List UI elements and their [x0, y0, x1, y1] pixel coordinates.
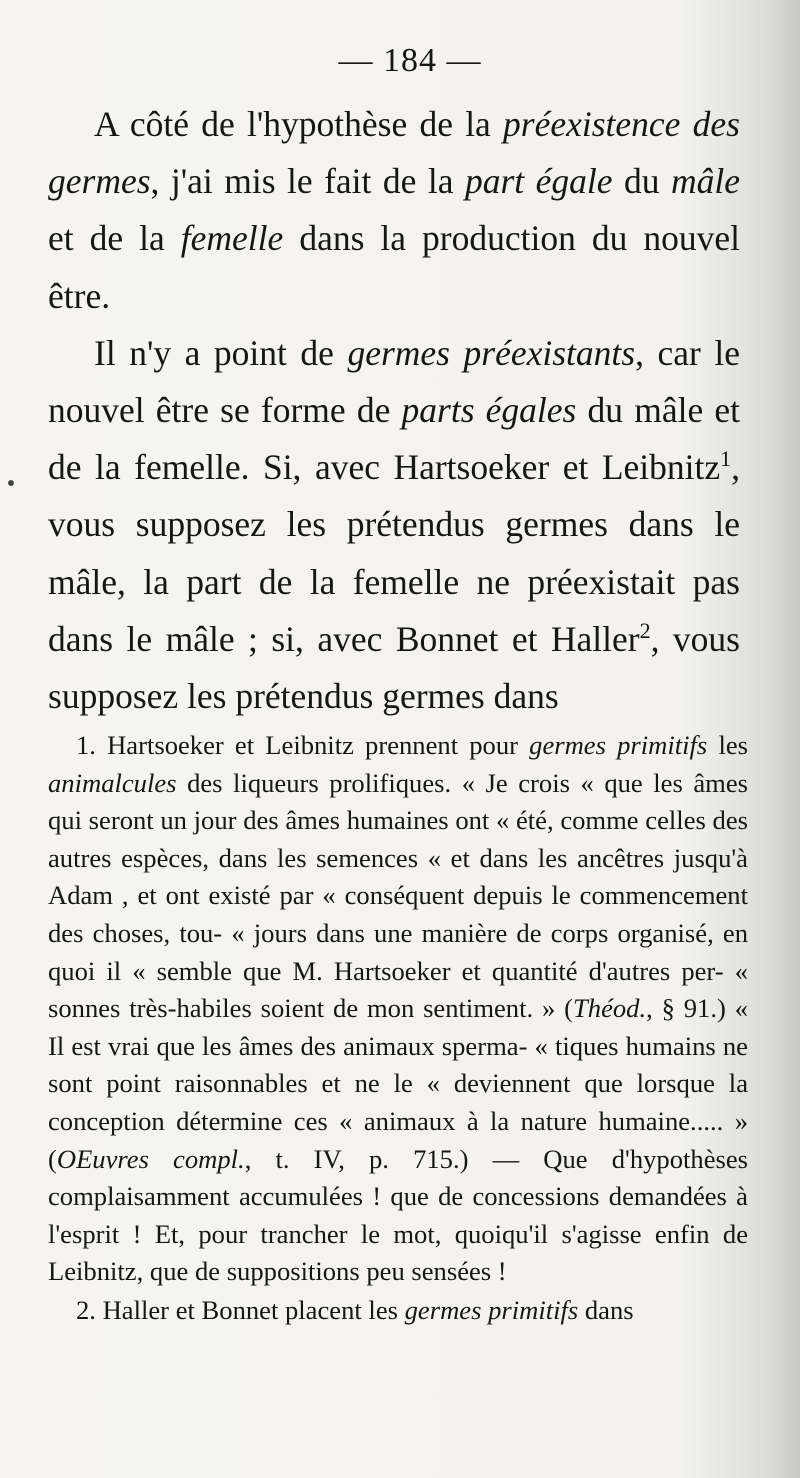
footnote-1-italic-3: Théod. — [572, 993, 647, 1024]
footnote-1-text-2: les — [707, 730, 748, 760]
paragraph-1-text-2: , j'ai mis le fait de la — [150, 161, 465, 202]
footnote-2 — [48, 1292, 748, 1330]
paragraph-1-italic-3: mâle — [671, 161, 741, 202]
footnote-2-italic-1: germes primitifs — [404, 1294, 579, 1325]
paragraph-2-italic-2: parts égales — [401, 390, 577, 431]
paragraph-1-italic-1: préexistence des germes — [48, 104, 740, 202]
paragraph-2-text-1: Il n'y a point de — [94, 332, 348, 373]
paragraph-2-text-5: , vous supposez les prétendus germes dans — [48, 618, 740, 717]
footnote-2-text-2: dans — [578, 1294, 634, 1325]
footnotes — [48, 727, 748, 1330]
page-number: — 184 — — [338, 42, 482, 79]
ink-speck — [8, 480, 14, 486]
paragraph-2-text-3: du mâle et de la femelle. Si, avec Hartsoeker et Leibnitz — [48, 390, 740, 488]
paragraph-1-text-1: A côté de l'hypothèse de la — [94, 104, 504, 144]
paragraph-2-text-4: , vous supposez les prétendus germes dans le mâle, la part de la femelle ne préexistait pas dans le mâle ; si, avec Bonnet et Haller — [48, 447, 740, 659]
main-text — [48, 96, 740, 725]
paragraph-1-italic-2: part égale — [464, 161, 613, 202]
footnote-1-text-1: 1. Hartsoeker et Leibnitz prennent pour — [76, 730, 530, 760]
footnote-2-text-1: 2. Haller et Bonnet placent les — [76, 1294, 405, 1325]
paragraph-1-text-5: dans la production du nouvel être. — [48, 218, 740, 316]
paragraph-1-text-4: et de la — [48, 218, 181, 259]
paragraph-2 — [48, 325, 740, 725]
footnote-1-text-5: , t. IV, p. 715.) — Que d'hypothèses complaisamment accumulées ! que de concessions demandées à l'esprit ! Et, pour trancher le mot, quoiqu'il s'agisse enfin de Leibnitz, que de suppositions peu sensées ! — [48, 1143, 748, 1287]
footnote-1-italic-1: germes primitifs — [529, 730, 708, 760]
footnote-1-text-3: des liqueurs prolifiques. « Je crois « que les âmes qui seront un jour des âmes humaines ont « été, comme celles des autres espèces, dans les semences « et dans les ancêtres jusqu'à Adam , et ont existé par « conséquent depuis le commencement des choses, tou- « jours dans une manière de corps organisé, en quoi il « semble que M. Hartsoeker et quantité d'autres per- « sonnes très-habiles soient de mon sentiment. » ( — [48, 767, 748, 1024]
footnote-1-text-4: , § 91.) « Il est vrai que les âmes des animaux sperma- « tiques humains ne sont point raisonnables et ne le « deviennent que lorsque la conception détermine ces « animaux à la nature humaine..... » ( — [48, 993, 748, 1174]
footnote-ref-2[interactable]: 2 — [639, 618, 651, 643]
footnote-1-italic-4: OEuvres compl. — [56, 1143, 245, 1174]
footnote-1-italic-2: animalcules — [48, 767, 177, 798]
footnote-ref-1[interactable]: 1 — [720, 446, 732, 472]
paragraph-1 — [48, 96, 740, 325]
paragraph-1-italic-4: femelle — [180, 218, 284, 259]
paragraph-2-text-2: , car le nouvel être se forme de — [48, 332, 740, 431]
footnote-1 — [48, 727, 748, 1291]
paragraph-2-italic-1: germes préexistants — [347, 332, 636, 373]
paragraph-1-text-3: du — [612, 161, 671, 202]
